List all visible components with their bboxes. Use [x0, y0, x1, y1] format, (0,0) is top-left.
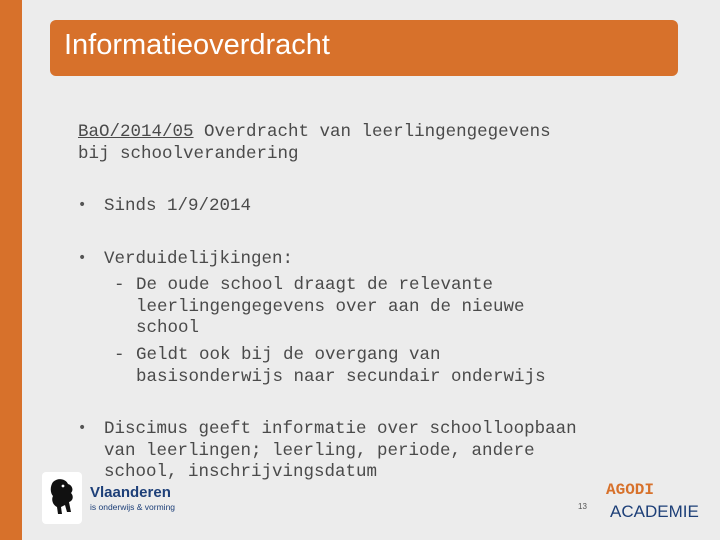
page-number: 13 [578, 502, 587, 511]
sub-item-2-line-2: basisonderwijs naar secundair onderwijs [136, 367, 546, 387]
logo-subtitle: is onderwijs & vorming [90, 502, 176, 512]
academie-brand: ACADEMIE [610, 502, 699, 521]
flemish-lion-icon [42, 472, 82, 524]
sub-item-2-dash: - [114, 345, 125, 365]
bullet-3-line-3: school, inschrijvingsdatum [104, 462, 378, 482]
slide-title: Informatieoverdracht [64, 29, 330, 61]
intro-line-1 [78, 121, 551, 143]
bullet-icon: • [78, 420, 87, 436]
sub-item-2-line-1: Geldt ook bij de overgang van [136, 345, 441, 365]
sub-item-1-dash: - [114, 275, 125, 295]
bullet-3-line-1: Discimus geeft informatie over schoolloopbaan [104, 419, 577, 439]
logo-name: Vlaanderen [90, 484, 171, 501]
bullet-icon: • [78, 250, 87, 266]
sub-item-1-line-2: leerlingengegevens over aan de nieuwe [136, 297, 525, 317]
agodi-brand: AGODI [606, 481, 655, 499]
intro-line-2: bij schoolverandering [78, 144, 299, 164]
sub-item-1-line-1: De oude school draagt de relevante [136, 275, 494, 295]
intro-text: Overdracht van leerlingengegevens [193, 122, 551, 142]
lion-shape [42, 472, 82, 524]
bullet-2-text: Verduidelijkingen: [104, 249, 294, 269]
bullet-1-text: Sinds 1/9/2014 [104, 196, 252, 216]
sub-item-1-line-3: school [136, 318, 200, 338]
bullet-3-line-2: van leerlingen; leerling, periode, andere [104, 441, 535, 461]
bullet-icon: • [78, 197, 87, 213]
reference-code: BaO/2014/05 [78, 122, 194, 142]
vlaanderen-logo [42, 472, 212, 524]
